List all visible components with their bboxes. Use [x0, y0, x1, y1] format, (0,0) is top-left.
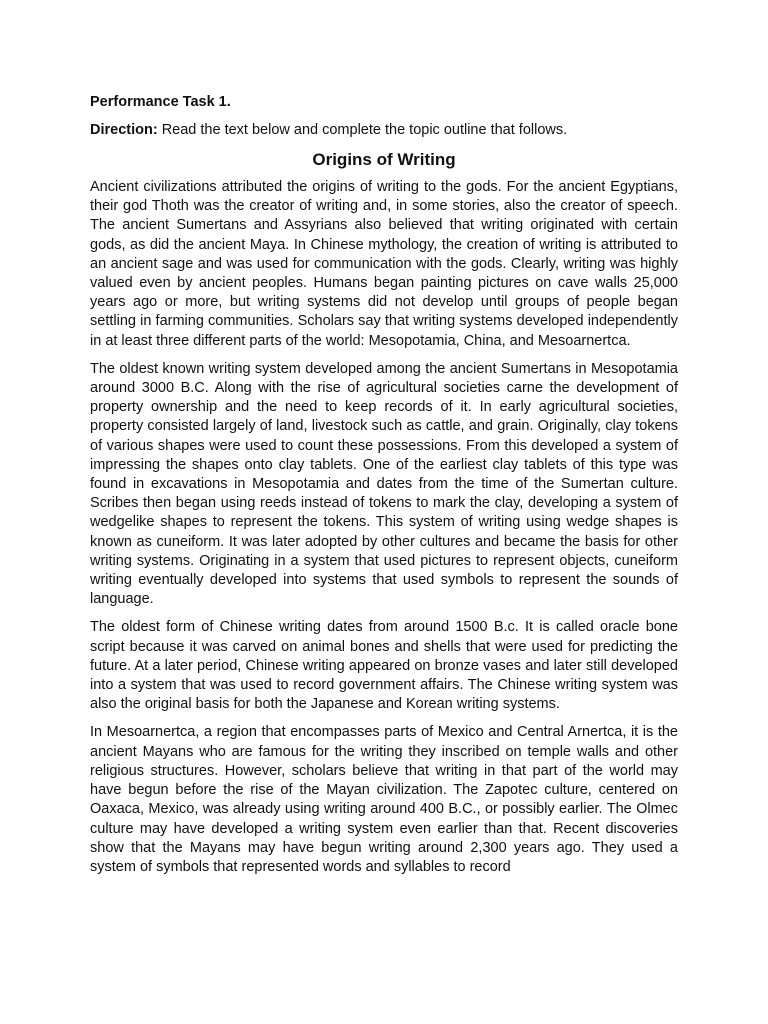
paragraph-1: Ancient civilizations attributed the origins of writing to the gods. For the ancient Egyptians, their god Thoth was the creator of writing and, in some stories, also the creator of speech. The ancient Sumertans and Assyrians also believed that writing originated with certain gods, as did the ancient Maya. In Chinese mythology, the creation of writing is attributed to an ancient sage and was used for communication with the gods. Clearly, writing was highly valued even by ancient peoples. Humans began painting pictures on cave walls 25,000 years ago or more, but writing systems did not develop until groups of people began settling in farming communities. Scholars say that writing systems developed independently in at least three different parts of the world: Mesopotamia, China, and Mesoarnertca. [90, 179, 678, 349]
document-page [90, 92, 678, 886]
direction-text: Read the text below and complete the topic outline that follows. [157, 122, 568, 138]
paragraph-3: The oldest form of Chinese writing dates from around 1500 B.c. It is called oracle bone script because it was carved on animal bones and shells that were used for predicting the future. At a later period, Chinese writing appeared on bronze vases and later still developed into a system that was used to record government affairs. The Chinese writing system was also the original basis for both the Japanese and Korean writing systems. [90, 619, 678, 713]
paragraph-2: The oldest known writing system developed among the ancient Sumertans in Mesopotamia around 3000 B.C. Along with the rise of agricultural societies carne the development of property ownership and the need to keep records of it. In early agricultural societies, property consisted largely of land, livestock such as cattle, and grain. Originally, clay tokens of various shapes were used to count these possessions. From this developed a system of impressing the shapes onto clay tablets. One of the earliest clay tablets of this type was found in excavations in Mesopotamia and dates from the time of the Sumertan culture. Scribes then began using reeds instead of tokens to mark the clay, developing a system of wedgelike shapes to represent the tokens. This system of writing using wedge shapes is known as cuneiform. It was later adopted by other cultures and became the basis for other writing systems. Originating in a system that used pictures to represent objects, cuneiform writing eventually developed into systems that used symbols to represent the sounds of language. [90, 360, 678, 608]
document-title: Origins of Writing [312, 150, 456, 169]
task-title: Performance Task 1. [90, 94, 231, 110]
direction-label: Direction: [90, 122, 158, 138]
paragraph-4: In Mesoarnertca, a region that encompasses parts of Mexico and Central Arnertca, it is the ancient Mayans who are famous for the writing they inscribed on temple walls and other religious structures. However, scholars believe that writing in that part of the world may have begun before the rise of the Mayan civilization. The Zapotec culture, centered on Oaxaca, Mexico, was already using writing around 400 B.C., or possibly earlier. The Olmec culture may have developed a writing system even earlier than that. Recent discoveries show that the Mayans may have begun writing around 2,300 years ago. They used a system of symbols that represented words and syllables to record [90, 724, 678, 875]
direction-line [90, 120, 678, 140]
